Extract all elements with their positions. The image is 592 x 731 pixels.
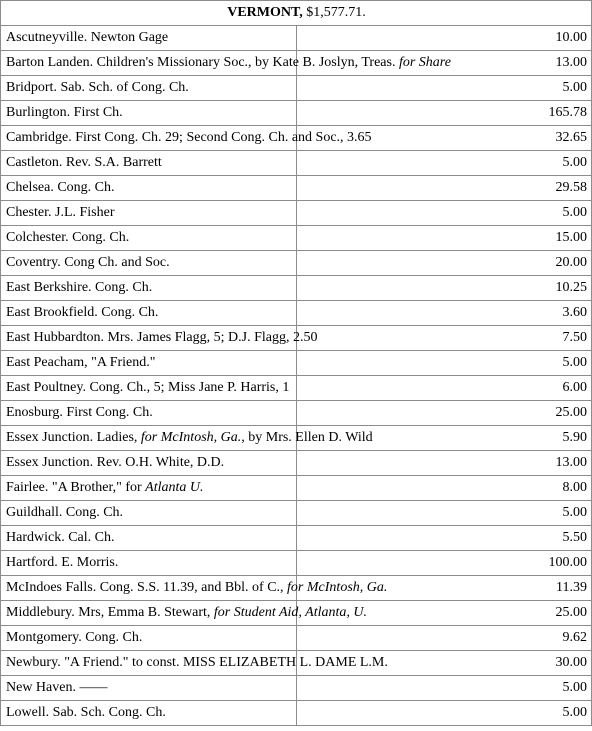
ledger-row: [1, 176, 592, 201]
ledger-row: [1, 476, 592, 501]
contributor-entry: [1, 126, 372, 151]
amount-cell: 7.50: [296, 326, 592, 351]
contributor-entry: [1, 501, 297, 526]
entry-text: Montgomery. Cong. Ch.: [6, 630, 143, 645]
contributor-entry: [1, 601, 368, 626]
state-name: VERMONT,: [227, 5, 303, 20]
ledger-row: [1, 451, 592, 476]
entry-text: East Poultney. Cong. Ch., 5; Miss Jane P. Harris, 1: [6, 380, 290, 395]
designation-text: for McIntosh, Ga.: [287, 580, 388, 595]
entry-text: Hardwick. Cal. Ch.: [6, 530, 115, 545]
contributor-entry: [1, 426, 373, 451]
entry-text: Ascutneyville. Newton Gage: [6, 30, 169, 45]
amount-cell: 29.58: [296, 176, 592, 201]
entry-text: Essex Junction. Ladies,: [6, 430, 141, 445]
amount-cell: 15.00: [296, 226, 592, 251]
ledger-row: [1, 276, 592, 301]
amount-cell: 165.78: [296, 101, 592, 126]
entry-text: , by Mrs. Ellen D. Wild: [241, 430, 373, 445]
amount-cell: 6.00: [296, 376, 592, 401]
contributor-entry: [1, 176, 297, 201]
amount-cell: 5.00: [296, 201, 592, 226]
contributor-entry: [1, 276, 297, 301]
entry-text: East Peacham, "A Friend.": [6, 355, 156, 370]
ledger-body: [1, 1, 592, 726]
amount-cell: 13.00: [296, 51, 592, 76]
ledger-row: [1, 351, 592, 376]
entry-text: Coventry. Cong Ch. and Soc.: [6, 255, 170, 270]
contributor-entry: [1, 626, 297, 651]
ledger-row: [1, 326, 592, 351]
contributor-entry: [1, 376, 297, 401]
ledger-row: [1, 126, 592, 151]
amount-cell: 20.00: [296, 251, 592, 276]
ledger-row: [1, 426, 592, 451]
header-row: [1, 1, 592, 26]
designation-text: for Student Aid, Atlanta, U.: [213, 605, 368, 620]
amount-cell: 5.00: [296, 701, 592, 726]
ledger-row: [1, 376, 592, 401]
amount-cell: 13.00: [296, 451, 592, 476]
designation-text: for McIntosh, Ga.: [140, 430, 242, 445]
contributor-entry: [1, 151, 297, 176]
amount-cell: 10.25: [296, 276, 592, 301]
entry-text: New Haven. ——: [6, 680, 108, 695]
contributor-entry: [1, 351, 297, 376]
state-total: $1,577.71.: [306, 5, 366, 20]
amount-cell: 5.00: [296, 676, 592, 701]
amount-cell: 5.00: [296, 351, 592, 376]
contributor-entry: [1, 76, 297, 101]
ledger-row: [1, 676, 592, 701]
contributor-entry: [1, 301, 297, 326]
designation-text: Atlanta U.: [145, 480, 204, 495]
ledger-row: [1, 601, 592, 626]
amount-cell: 100.00: [296, 551, 592, 576]
contributor-entry: [1, 451, 297, 476]
ledger-row: [1, 226, 592, 251]
contributor-entry: [1, 676, 297, 701]
amount-cell: 5.50: [296, 526, 592, 551]
entry-text: East Brookfield. Cong. Ch.: [6, 305, 159, 320]
ledger-row: [1, 501, 592, 526]
contributor-entry: [1, 326, 318, 351]
contributor-entry: [1, 476, 297, 501]
ledger-row: [1, 626, 592, 651]
contributor-entry: [1, 226, 297, 251]
entry-text: Colchester. Cong. Ch.: [6, 230, 130, 245]
contributor-entry: [1, 401, 297, 426]
amount-cell: 25.00: [296, 601, 592, 626]
state-heading: [1, 1, 592, 26]
contributor-entry: [1, 576, 388, 601]
ledger-row: [1, 151, 592, 176]
amount-cell: 3.60: [296, 301, 592, 326]
ledger-row: [1, 76, 592, 101]
ledger-row: [1, 101, 592, 126]
entry-text: Enosburg. First Cong. Ch.: [6, 405, 153, 420]
entry-text: Cambridge. First Cong. Ch. 29; Second Cong. Ch. and Soc., 3.65: [6, 130, 372, 145]
amount-cell: 5.00: [296, 151, 592, 176]
entry-text: McIndoes Falls. Cong. S.S. 11.39, and Bbl. of C.,: [6, 580, 288, 595]
ledger-row: [1, 576, 592, 601]
amount-cell: 30.00: [296, 651, 592, 676]
entry-text: Chester. J.L. Fisher: [6, 205, 115, 220]
entry-text: Castleton. Rev. S.A. Barrett: [6, 155, 162, 170]
entry-text: Guildhall. Cong. Ch.: [6, 505, 124, 520]
contributor-entry: [1, 101, 297, 126]
entry-text: East Hubbardton. Mrs. James Flagg, 5; D.J. Flagg, 2.50: [6, 330, 318, 345]
ledger-row: [1, 526, 592, 551]
ledger-row: [1, 551, 592, 576]
ledger-row: [1, 51, 592, 76]
contributor-entry: [1, 26, 297, 51]
ledger-row: [1, 251, 592, 276]
entry-text: Newbury. "A Friend." to const. MISS ELIZABETH L. DAME L.M.: [6, 655, 388, 670]
ledger-row: [1, 26, 592, 51]
amount-cell: 32.65: [296, 126, 592, 151]
amount-cell: 9.62: [296, 626, 592, 651]
entry-text: Middlebury. Mrs, Emma B. Stewart,: [6, 605, 214, 620]
contributor-entry: [1, 551, 297, 576]
designation-text: for Share: [398, 55, 451, 70]
contributor-entry: [1, 526, 297, 551]
ledger-row: [1, 301, 592, 326]
amount-cell: 8.00: [296, 476, 592, 501]
entry-text: Fairlee. "A Brother," for: [6, 480, 146, 495]
contributor-entry: [1, 701, 297, 726]
ledger-row: [1, 651, 592, 676]
contributor-entry: [1, 651, 388, 676]
contributor-entry: [1, 251, 297, 276]
entry-text: Hartford. E. Morris.: [6, 555, 119, 570]
entry-text: Barton Landen. Children's Missionary Soc., by Kate B. Joslyn, Treas.: [6, 55, 399, 70]
entry-text: Essex Junction. Rev. O.H. White, D.D.: [6, 455, 225, 470]
entry-text: Burlington. First Ch.: [6, 105, 123, 120]
contributor-entry: [1, 201, 297, 226]
entry-text: Chelsea. Cong. Ch.: [6, 180, 115, 195]
amount-cell: 5.00: [296, 501, 592, 526]
contributor-entry: [1, 51, 451, 76]
amount-cell: 10.00: [296, 26, 592, 51]
amount-cell: 5.00: [296, 76, 592, 101]
ledger-row: [1, 401, 592, 426]
ledger-row: [1, 701, 592, 726]
amount-cell: 25.00: [296, 401, 592, 426]
ledger-row: [1, 201, 592, 226]
amount-cell: 11.39: [296, 576, 592, 601]
amount-cell: 5.90: [296, 426, 592, 451]
entry-text: East Berkshire. Cong. Ch.: [6, 280, 153, 295]
entry-text: Bridport. Sab. Sch. of Cong. Ch.: [6, 80, 189, 95]
entry-text: Lowell. Sab. Sch. Cong. Ch.: [6, 705, 166, 720]
